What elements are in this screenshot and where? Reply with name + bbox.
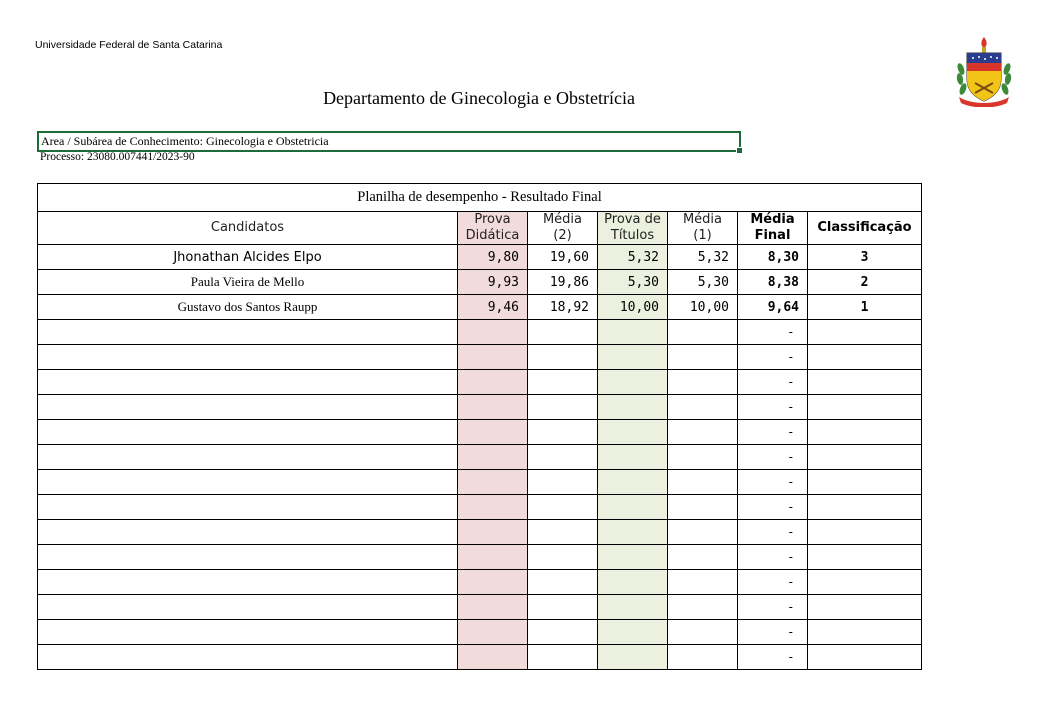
header-media-1[interactable]: Média (1)	[668, 212, 738, 245]
classificacao-cell[interactable]	[808, 545, 922, 570]
media-final-cell[interactable]: 9,64	[738, 295, 808, 320]
prova-titulos-cell[interactable]	[598, 495, 668, 520]
table-row	[38, 595, 922, 620]
table-row	[38, 295, 922, 320]
classificacao-cell[interactable]	[808, 445, 922, 470]
media-1-cell[interactable]: 10,00	[668, 295, 738, 320]
prova-titulos-cell[interactable]	[598, 645, 668, 670]
header-candidatos[interactable]: Candidatos	[38, 212, 458, 245]
department-title: Departamento de Ginecologia e Obstetrícia	[323, 88, 635, 108]
media-final-cell[interactable]: -	[738, 595, 808, 620]
prova-titulos-cell[interactable]: 5,30	[598, 270, 668, 295]
media-1-cell[interactable]	[668, 470, 738, 495]
classificacao-cell[interactable]	[808, 395, 922, 420]
results-table	[37, 183, 922, 670]
table-row	[38, 345, 922, 370]
candidate-name[interactable]	[38, 645, 458, 670]
media-1-cell[interactable]	[668, 420, 738, 445]
prova-didatica-cell[interactable]	[458, 370, 528, 395]
media-final-cell[interactable]: -	[738, 620, 808, 645]
media-1-cell[interactable]: 5,32	[668, 245, 738, 270]
media-2-cell[interactable]	[528, 495, 598, 520]
media-1-cell[interactable]	[668, 620, 738, 645]
classificacao-cell[interactable]	[808, 370, 922, 395]
candidate-name[interactable]: Paula Vieira de Mello	[38, 270, 458, 295]
prova-didatica-cell[interactable]	[458, 645, 528, 670]
classificacao-cell[interactable]	[808, 520, 922, 545]
prova-titulos-cell[interactable]	[598, 345, 668, 370]
media-final-cell[interactable]: -	[738, 445, 808, 470]
table-row	[38, 320, 922, 345]
media-2-cell[interactable]	[528, 470, 598, 495]
classificacao-cell[interactable]	[808, 470, 922, 495]
media-2-cell[interactable]	[528, 420, 598, 445]
table-row	[38, 245, 922, 270]
media-final-cell[interactable]: -	[738, 395, 808, 420]
candidate-name[interactable]	[38, 595, 458, 620]
media-final-cell[interactable]: 8,38	[738, 270, 808, 295]
table-title[interactable]: Planilha de desempenho - Resultado Final	[38, 184, 922, 212]
classificacao-cell[interactable]: 1	[808, 295, 922, 320]
media-1-cell[interactable]	[668, 370, 738, 395]
candidate-name[interactable]	[38, 320, 458, 345]
prova-titulos-cell[interactable]: 10,00	[598, 295, 668, 320]
media-2-cell[interactable]	[528, 345, 598, 370]
prova-didatica-cell[interactable]	[458, 495, 528, 520]
table-row	[38, 395, 922, 420]
header-prova-titulos[interactable]: Prova de Títulos	[598, 212, 668, 245]
table-row	[38, 470, 922, 495]
prova-didatica-cell[interactable]	[458, 345, 528, 370]
candidate-name[interactable]	[38, 520, 458, 545]
media-1-cell[interactable]	[668, 495, 738, 520]
prova-titulos-cell[interactable]	[598, 520, 668, 545]
prova-titulos-cell[interactable]	[598, 620, 668, 645]
media-2-cell[interactable]: 18,92	[528, 295, 598, 320]
media-2-cell[interactable]	[528, 320, 598, 345]
header-classificacao[interactable]: Classificação	[808, 212, 922, 245]
empty-rows	[38, 320, 922, 670]
prova-didatica-cell[interactable]: 9,93	[458, 270, 528, 295]
prova-titulos-cell[interactable]	[598, 445, 668, 470]
candidate-name[interactable]	[38, 470, 458, 495]
selected-cell-area[interactable]	[37, 131, 741, 152]
prova-titulos-cell[interactable]	[598, 470, 668, 495]
prova-didatica-cell[interactable]: 9,80	[458, 245, 528, 270]
prova-didatica-cell[interactable]	[458, 620, 528, 645]
prova-didatica-cell[interactable]	[458, 470, 528, 495]
media-2-cell[interactable]: 19,60	[528, 245, 598, 270]
candidate-name[interactable]	[38, 370, 458, 395]
ufsc-coat-of-arms-icon	[953, 35, 1015, 107]
table-row	[38, 270, 922, 295]
candidate-name[interactable]	[38, 570, 458, 595]
prova-titulos-cell[interactable]	[598, 370, 668, 395]
candidate-name[interactable]	[38, 445, 458, 470]
classificacao-cell[interactable]	[808, 595, 922, 620]
prova-didatica-cell[interactable]	[458, 595, 528, 620]
table-row	[38, 420, 922, 445]
university-name: Universidade Federal de Santa Catarina	[35, 39, 223, 51]
media-2-cell[interactable]	[528, 620, 598, 645]
classificacao-cell[interactable]	[808, 320, 922, 345]
classificacao-cell[interactable]	[808, 645, 922, 670]
media-final-cell[interactable]: 8,30	[738, 245, 808, 270]
media-final-cell[interactable]: -	[738, 570, 808, 595]
prova-didatica-cell[interactable]	[458, 320, 528, 345]
table-row	[38, 495, 922, 520]
candidate-name[interactable]	[38, 495, 458, 520]
media-1-cell[interactable]	[668, 445, 738, 470]
table-row	[38, 620, 922, 645]
table-row	[38, 645, 922, 670]
classificacao-cell[interactable]	[808, 420, 922, 445]
prova-titulos-cell[interactable]: 5,32	[598, 245, 668, 270]
table-row	[38, 370, 922, 395]
classificacao-cell[interactable]: 2	[808, 270, 922, 295]
classificacao-cell[interactable]	[808, 620, 922, 645]
media-final-cell[interactable]: -	[738, 645, 808, 670]
prova-titulos-cell[interactable]	[598, 395, 668, 420]
media-2-cell[interactable]	[528, 595, 598, 620]
media-final-cell[interactable]: -	[738, 370, 808, 395]
prova-didatica-cell[interactable]	[458, 545, 528, 570]
classificacao-cell[interactable]	[808, 495, 922, 520]
media-1-cell[interactable]	[668, 395, 738, 420]
fill-handle[interactable]	[736, 147, 743, 154]
media-2-cell[interactable]	[528, 545, 598, 570]
media-1-cell[interactable]	[668, 570, 738, 595]
table-row	[38, 520, 922, 545]
media-2-cell[interactable]: 19,86	[528, 270, 598, 295]
prova-titulos-cell[interactable]	[598, 545, 668, 570]
media-final-cell[interactable]: -	[738, 420, 808, 445]
media-1-cell[interactable]	[668, 645, 738, 670]
classificacao-cell[interactable]	[808, 570, 922, 595]
table-row	[38, 545, 922, 570]
classificacao-cell[interactable]: 3	[808, 245, 922, 270]
media-2-cell[interactable]	[528, 395, 598, 420]
prova-titulos-cell[interactable]	[598, 320, 668, 345]
media-2-cell[interactable]	[528, 645, 598, 670]
header-row	[38, 212, 922, 245]
media-2-cell[interactable]	[528, 370, 598, 395]
candidate-name[interactable]	[38, 395, 458, 420]
candidate-name[interactable]	[38, 545, 458, 570]
media-final-cell[interactable]: -	[738, 495, 808, 520]
prova-didatica-cell[interactable]	[458, 445, 528, 470]
media-2-cell[interactable]	[528, 445, 598, 470]
prova-titulos-cell[interactable]	[598, 595, 668, 620]
table-row	[38, 570, 922, 595]
prova-titulos-cell[interactable]	[598, 420, 668, 445]
media-1-cell[interactable]	[668, 345, 738, 370]
media-1-cell[interactable]	[668, 520, 738, 545]
classificacao-cell[interactable]	[808, 345, 922, 370]
media-final-cell[interactable]: -	[738, 545, 808, 570]
media-final-cell[interactable]: -	[738, 470, 808, 495]
prova-didatica-cell[interactable]	[458, 520, 528, 545]
media-2-cell[interactable]	[528, 520, 598, 545]
media-final-cell[interactable]: -	[738, 320, 808, 345]
candidate-name[interactable]	[38, 345, 458, 370]
prova-didatica-cell[interactable]	[458, 420, 528, 445]
media-1-cell[interactable]: 5,30	[668, 270, 738, 295]
prova-didatica-cell[interactable]	[458, 570, 528, 595]
candidate-name[interactable]	[38, 420, 458, 445]
media-2-cell[interactable]	[528, 570, 598, 595]
media-final-cell[interactable]: -	[738, 520, 808, 545]
prova-didatica-cell[interactable]: 9,46	[458, 295, 528, 320]
prova-didatica-cell[interactable]	[458, 395, 528, 420]
table-row	[38, 445, 922, 470]
header-prova-didatica[interactable]: Prova Didática	[458, 212, 528, 245]
media-final-cell[interactable]: -	[738, 345, 808, 370]
prova-titulos-cell[interactable]	[598, 570, 668, 595]
media-1-cell[interactable]	[668, 545, 738, 570]
candidate-name[interactable]	[38, 620, 458, 645]
header-media-final[interactable]: Média Final	[738, 212, 808, 245]
area-label: Area / Subárea de Conhecimento: Ginecologia e Obstetricia	[41, 134, 329, 148]
candidate-name[interactable]: Gustavo dos Santos Raupp	[38, 295, 458, 320]
process-number: Processo: 23080.007441/2023-90	[40, 151, 195, 163]
media-1-cell[interactable]	[668, 595, 738, 620]
header-media-2[interactable]: Média (2)	[528, 212, 598, 245]
candidate-name[interactable]: Jhonathan Alcides Elpo	[38, 245, 458, 270]
media-1-cell[interactable]	[668, 320, 738, 345]
